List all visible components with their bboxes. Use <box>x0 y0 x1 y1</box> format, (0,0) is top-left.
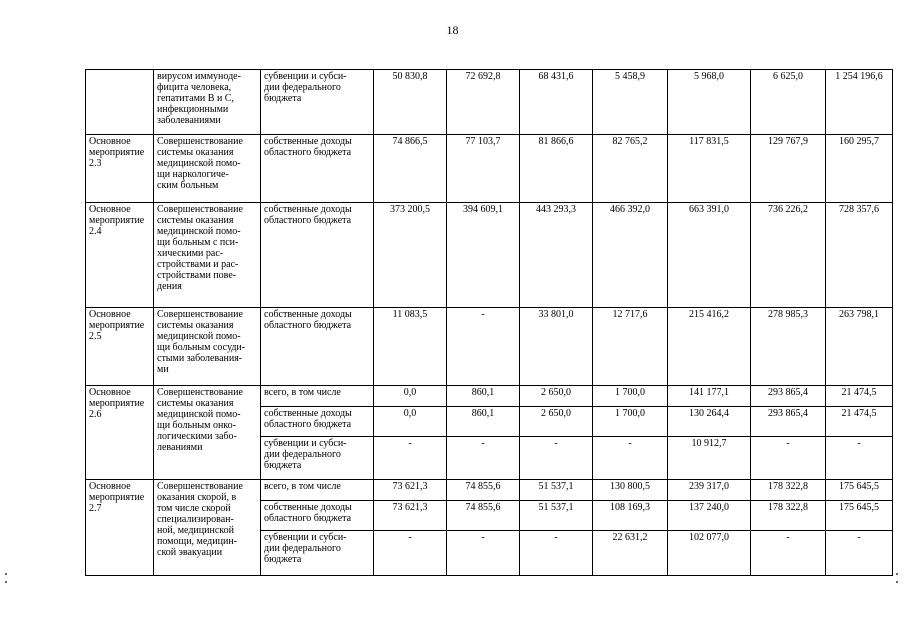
table-row <box>86 386 893 407</box>
scan-speck <box>5 573 7 575</box>
value-cell: 860,1 <box>447 407 520 437</box>
value-cell: 21 474,5 <box>826 407 893 437</box>
funding-source-cell: собственные доходы областного бюджета <box>261 407 374 437</box>
description-cell: Совершенствование системы оказания медицинской помо- щи наркологиче- ским больным <box>154 135 261 203</box>
value-cell: - <box>374 531 447 576</box>
funding-source-cell: всего, в том числе <box>261 386 374 407</box>
activity-cell: Основное мероприятие 2.5 <box>86 308 154 386</box>
value-cell: 373 200,5 <box>374 203 447 308</box>
value-cell: 2 650,0 <box>520 407 593 437</box>
value-cell: 102 077,0 <box>668 531 751 576</box>
value-cell: 108 169,3 <box>593 501 668 531</box>
scan-speck <box>896 573 898 575</box>
value-cell: 117 831,5 <box>668 135 751 203</box>
funding-source-cell: субвенции и субси- дии федерального бюджета <box>261 531 374 576</box>
value-cell: - <box>593 437 668 480</box>
value-cell: 5 968,0 <box>668 70 751 135</box>
value-cell: - <box>751 437 826 480</box>
value-cell: 178 322,8 <box>751 501 826 531</box>
value-cell: 1 254 196,6 <box>826 70 893 135</box>
value-cell: 51 537,1 <box>520 480 593 501</box>
activity-cell: Основное мероприятие 2.3 <box>86 135 154 203</box>
value-cell: - <box>826 531 893 576</box>
value-cell: - <box>447 308 520 386</box>
funding-source-cell: собственные доходы областного бюджета <box>261 135 374 203</box>
budget-table <box>85 69 893 576</box>
value-cell: 0,0 <box>374 407 447 437</box>
value-cell: 160 295,7 <box>826 135 893 203</box>
value-cell: 293 865,4 <box>751 407 826 437</box>
value-cell: - <box>447 531 520 576</box>
funding-source-cell: субвенции и субси- дии федерального бюджета <box>261 70 374 135</box>
value-cell: 278 985,3 <box>751 308 826 386</box>
value-cell: 293 865,4 <box>751 386 826 407</box>
value-cell: 175 645,5 <box>826 501 893 531</box>
value-cell: 51 537,1 <box>520 501 593 531</box>
funding-source-cell: собственные доходы областного бюджета <box>261 308 374 386</box>
value-cell: 74 855,6 <box>447 501 520 531</box>
value-cell: 1 700,0 <box>593 386 668 407</box>
value-cell: 82 765,2 <box>593 135 668 203</box>
value-cell: 860,1 <box>447 386 520 407</box>
value-cell: - <box>447 437 520 480</box>
table-row <box>86 135 893 203</box>
description-cell: Совершенствование системы оказания медицинской помо- щи больным сосуди- стыми заболевания- ми <box>154 308 261 386</box>
description-cell: Совершенствование оказания скорой, в том числе скорой специализирован- ной, медицинской помощи, медицин- ской эвакуации <box>154 480 261 576</box>
value-cell: 141 177,1 <box>668 386 751 407</box>
value-cell: 736 226,2 <box>751 203 826 308</box>
value-cell: 33 801,0 <box>520 308 593 386</box>
table-row <box>86 70 893 135</box>
value-cell: 50 830,8 <box>374 70 447 135</box>
value-cell: 178 322,8 <box>751 480 826 501</box>
value-cell: - <box>826 437 893 480</box>
funding-source-cell: субвенции и субси- дии федерального бюджета <box>261 437 374 480</box>
scan-speck <box>896 581 898 583</box>
page-number: 18 <box>446 23 459 37</box>
table-row <box>86 308 893 386</box>
value-cell: 466 392,0 <box>593 203 668 308</box>
value-cell: 12 717,6 <box>593 308 668 386</box>
activity-cell: Основное мероприятие 2.7 <box>86 480 154 576</box>
value-cell: 443 293,3 <box>520 203 593 308</box>
value-cell: 73 621,3 <box>374 501 447 531</box>
description-cell: Совершенствование системы оказания медицинской помо- щи больным с пси- хическими рас- стройствами и рас- стройствами пове- дения <box>154 203 261 308</box>
scan-speck <box>5 581 7 583</box>
value-cell: 73 621,3 <box>374 480 447 501</box>
activity-cell <box>86 70 154 135</box>
funding-source-cell: всего, в том числе <box>261 480 374 501</box>
value-cell: 728 357,6 <box>826 203 893 308</box>
value-cell: 68 431,6 <box>520 70 593 135</box>
value-cell: 663 391,0 <box>668 203 751 308</box>
value-cell: 0,0 <box>374 386 447 407</box>
activity-cell: Основное мероприятие 2.4 <box>86 203 154 308</box>
value-cell: 21 474,5 <box>826 386 893 407</box>
value-cell: 5 458,9 <box>593 70 668 135</box>
value-cell: - <box>520 531 593 576</box>
value-cell: 6 625,0 <box>751 70 826 135</box>
table-row <box>86 203 893 308</box>
value-cell: 130 264,4 <box>668 407 751 437</box>
value-cell: 394 609,1 <box>447 203 520 308</box>
table-row <box>86 480 893 501</box>
description-cell: вирусом иммуноде- фицита человека, гепатитами В и С, инфекционными заболеваниями <box>154 70 261 135</box>
value-cell: 74 855,6 <box>447 480 520 501</box>
value-cell: - <box>374 437 447 480</box>
value-cell: 10 912,7 <box>668 437 751 480</box>
value-cell: 22 631,2 <box>593 531 668 576</box>
value-cell: 239 317,0 <box>668 480 751 501</box>
value-cell: 137 240,0 <box>668 501 751 531</box>
value-cell: 72 692,8 <box>447 70 520 135</box>
value-cell: 215 416,2 <box>668 308 751 386</box>
value-cell: 263 798,1 <box>826 308 893 386</box>
value-cell: 74 866,5 <box>374 135 447 203</box>
activity-cell: Основное мероприятие 2.6 <box>86 386 154 480</box>
value-cell: 81 866,6 <box>520 135 593 203</box>
value-cell: - <box>520 437 593 480</box>
funding-source-cell: собственные доходы областного бюджета <box>261 501 374 531</box>
funding-source-cell: собственные доходы областного бюджета <box>261 203 374 308</box>
value-cell: 1 700,0 <box>593 407 668 437</box>
value-cell: - <box>751 531 826 576</box>
value-cell: 130 800,5 <box>593 480 668 501</box>
value-cell: 175 645,5 <box>826 480 893 501</box>
value-cell: 11 083,5 <box>374 308 447 386</box>
description-cell: Совершенствование системы оказания медицинской помо- щи больным онко- логическими забо- леваниями <box>154 386 261 480</box>
value-cell: 77 103,7 <box>447 135 520 203</box>
value-cell: 129 767,9 <box>751 135 826 203</box>
value-cell: 2 650,0 <box>520 386 593 407</box>
